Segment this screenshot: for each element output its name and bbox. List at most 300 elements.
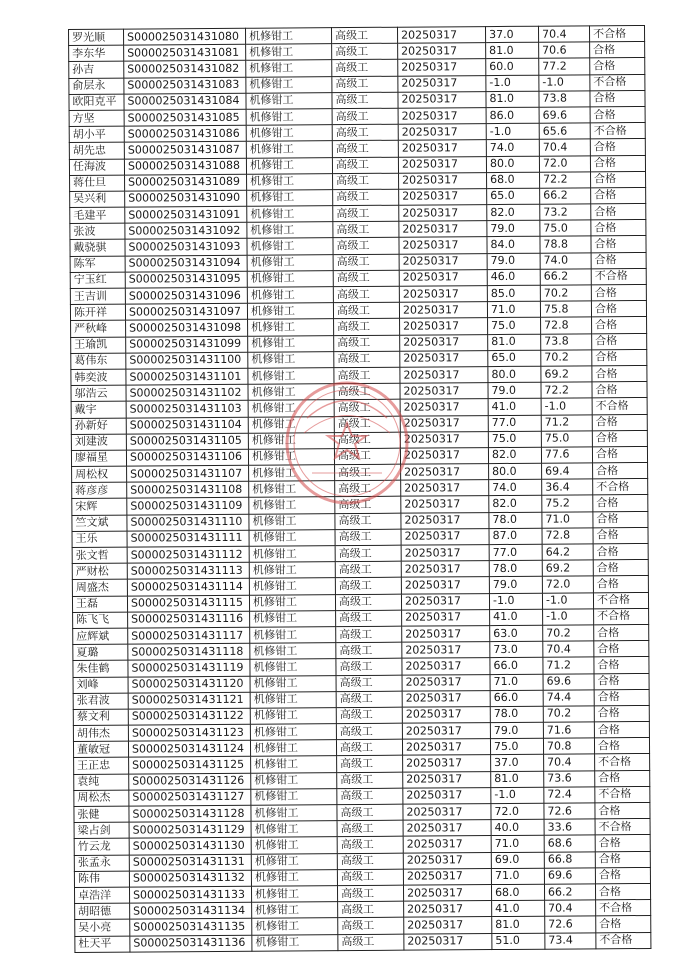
cell-score-practical: 66.2 [540,188,591,205]
cell-score-theory: 60.0 [486,59,539,76]
cell-name: 廖福星 [71,450,126,467]
cell-score-practical: 72.8 [542,528,593,545]
cell-level: 高级工 [336,626,402,643]
cell-level: 高级工 [335,545,401,562]
cell-job-title: 机修钳工 [251,821,337,838]
cell-name: 李东华 [69,45,124,62]
cell-level: 高级工 [337,885,403,902]
cell-exam-id: S000025031431108 [127,481,249,498]
cell-exam-id: S000025031431121 [128,692,250,709]
cell-result: 不合格 [592,398,647,415]
cell-result: 合格 [594,624,649,641]
cell-score-theory: -1.0 [486,75,539,92]
cell-level: 高级工 [334,400,400,417]
cell-exam-date: 20250317 [398,156,486,173]
cell-exam-date: 20250317 [400,350,488,367]
cell-name: 竹云龙 [74,838,129,855]
cell-score-practical: 71.2 [541,414,592,431]
cell-exam-date: 20250317 [402,739,490,756]
cell-score-practical: 70.2 [541,350,592,367]
cell-result: 合格 [594,641,649,658]
cell-exam-date: 20250317 [401,496,489,513]
cell-exam-id: S000025031431096 [125,287,247,304]
cell-level: 高级工 [335,464,401,481]
cell-name: 张健 [74,806,129,823]
cell-score-practical: 66.2 [540,269,591,286]
cell-exam-date: 20250317 [402,642,490,659]
cell-score-theory: 46.0 [487,269,540,286]
cell-job-title: 机修钳工 [248,319,334,336]
cell-result: 合格 [590,42,645,59]
cell-score-theory: 65.0 [488,350,541,367]
cell-level: 高级工 [335,578,401,595]
cell-name: 张文哲 [72,547,127,564]
cell-job-title: 机修钳工 [251,886,337,903]
cell-name: 欧阳克平 [69,94,124,111]
cell-score-theory: 69.0 [491,852,544,869]
cell-level: 高级工 [334,416,400,433]
cell-exam-date: 20250317 [402,690,490,707]
cell-exam-id: S000025031431107 [127,465,249,482]
cell-score-theory: 71.0 [491,868,544,885]
cell-level: 高级工 [334,335,400,352]
cell-name: 罗光顺 [69,29,124,46]
cell-name: 蒋彦彦 [72,482,127,499]
cell-result: 合格 [590,106,645,123]
cell-score-theory: 87.0 [489,528,542,545]
cell-exam-date: 20250317 [399,302,487,319]
cell-result: 不合格 [590,74,645,91]
cell-result: 合格 [595,867,650,884]
cell-job-title: 机修钳工 [246,76,332,93]
cell-job-title: 机修钳工 [247,173,333,190]
cell-job-title: 机修钳工 [250,708,336,725]
cell-level: 高级工 [334,319,400,336]
cell-exam-date: 20250317 [403,836,491,853]
cell-name: 陈飞飞 [73,612,128,629]
cell-job-title: 机修钳工 [248,351,334,368]
cell-job-title: 机修钳工 [249,465,335,482]
cell-exam-id: S000025031431098 [126,320,248,337]
cell-exam-date: 20250317 [403,771,491,788]
cell-score-theory: 71.0 [490,674,543,691]
cell-level: 高级工 [332,76,398,93]
cell-job-title: 机修钳工 [249,546,335,563]
cell-exam-id: S000025031431101 [126,368,248,385]
cell-result: 合格 [591,204,646,221]
cell-result: 合格 [591,284,646,301]
cell-exam-id: S000025031431133 [129,886,251,903]
cell-level: 高级工 [333,254,399,271]
cell-exam-date: 20250317 [398,91,486,108]
cell-exam-date: 20250317 [401,577,489,594]
cell-exam-date: 20250317 [399,205,487,222]
cell-exam-id: S000025031431105 [126,433,248,450]
cell-score-theory: -1.0 [486,123,539,140]
cell-score-practical: -1.0 [543,609,594,626]
cell-score-practical: 73.8 [539,91,590,108]
cell-result: 合格 [595,835,650,852]
cell-score-practical: 73.6 [544,770,595,787]
cell-score-theory: 81.0 [491,771,544,788]
cell-level: 高级工 [333,286,399,303]
cell-level: 高级工 [337,853,403,870]
cell-level: 高级工 [337,820,403,837]
cell-exam-date: 20250317 [399,172,487,189]
cell-level: 高级工 [338,901,404,918]
cell-name: 王吉训 [70,288,125,305]
cell-job-title: 机修钳工 [246,125,332,142]
cell-score-practical: 36.4 [542,479,593,496]
cell-score-theory: 81.0 [486,42,539,59]
cell-exam-id: S000025031431109 [127,498,249,515]
cell-job-title: 机修钳工 [249,513,335,530]
cell-name: 刘峰 [73,677,128,694]
cell-job-title: 机修钳工 [250,691,336,708]
cell-level: 高级工 [333,205,399,222]
cell-result: 不合格 [593,479,648,496]
cell-result: 合格 [596,916,651,933]
cell-job-title: 机修钳工 [251,853,337,870]
cell-score-practical: 69.2 [541,366,592,383]
cell-job-title: 机修钳工 [247,270,333,287]
cell-level: 高级工 [335,497,401,514]
cell-name: 严秋峰 [71,320,126,337]
cell-name: 任海波 [69,159,124,176]
cell-name: 俞层永 [69,78,124,95]
cell-result: 合格 [591,252,646,269]
cell-score-practical: 78.8 [540,236,591,253]
cell-exam-id: S000025031431130 [129,838,251,855]
cell-name: 蔡文利 [73,709,128,726]
cell-result: 合格 [592,382,647,399]
cell-level: 高级工 [337,837,403,854]
official-seal-stamp [282,378,412,508]
cell-result: 合格 [594,689,649,706]
cell-exam-id: S000025031431091 [125,206,247,223]
cell-score-practical: 69.6 [539,107,590,124]
cell-name: 毛建平 [70,207,125,224]
cell-score-practical: 74.4 [543,690,594,707]
cell-level: 高级工 [336,723,402,740]
cell-job-title: 机修钳工 [250,610,336,627]
cell-exam-id: S000025031431084 [124,93,246,110]
cell-exam-date: 20250317 [400,367,488,384]
cell-name: 张孟永 [74,855,129,872]
cell-score-theory: 85.0 [487,285,540,302]
cell-level: 高级工 [337,788,403,805]
cell-score-theory: 79.0 [487,253,540,270]
cell-name: 韩奕波 [71,369,126,386]
cell-level: 高级工 [334,448,400,465]
cell-level: 高级工 [333,238,399,255]
cell-name: 陈开祥 [70,304,125,321]
cell-name: 周盛杰 [72,579,127,596]
cell-job-title: 机修钳工 [246,92,332,109]
cell-score-practical: 74.0 [540,252,591,269]
cell-score-theory: 72.0 [491,803,544,820]
cell-score-practical: 73.2 [540,204,591,221]
cell-job-title: 机修钳工 [248,416,334,433]
cell-exam-date: 20250317 [403,804,491,821]
cell-name: 王正忠 [74,758,129,775]
cell-exam-id: S000025031431089 [125,174,247,191]
cell-name: 葛伟东 [71,353,126,370]
cell-name: 王磊 [72,596,127,613]
cell-exam-date: 20250317 [402,706,490,723]
cell-score-theory: 37.0 [485,26,538,43]
cell-exam-date: 20250317 [402,658,490,675]
cell-result: 不合格 [593,592,648,609]
cell-job-title: 机修钳工 [246,60,332,77]
cell-score-theory: 78.0 [490,706,543,723]
cell-exam-id: S000025031431125 [129,757,251,774]
cell-level: 高级工 [332,141,398,158]
cell-name: 周松杰 [74,790,129,807]
cell-result: 不合格 [596,900,651,917]
cell-score-theory: 82.0 [488,447,541,464]
cell-job-title: 机修钳工 [246,44,332,61]
cell-score-theory: 77.0 [488,415,541,432]
cell-score-practical: 72.6 [545,916,596,933]
cell-exam-id: S000025031431111 [127,530,249,547]
cell-exam-date: 20250317 [402,609,490,626]
cell-name: 周松权 [72,466,127,483]
cell-score-practical: -1.0 [541,398,592,415]
cell-exam-id: S000025031431120 [128,676,250,693]
cell-exam-date: 20250317 [398,140,486,157]
cell-score-practical: 69.2 [542,560,593,577]
cell-score-practical: 73.8 [541,333,592,350]
cell-exam-id: S000025031431100 [126,352,248,369]
cell-job-title: 机修钳工 [251,756,337,773]
cell-exam-date: 20250317 [400,334,488,351]
cell-exam-id: S000025031431081 [124,44,246,61]
cell-job-title: 机修钳工 [249,578,335,595]
cell-score-practical: 77.6 [541,447,592,464]
cell-result: 合格 [593,511,648,528]
cell-level: 高级工 [334,367,400,384]
cell-exam-id: S000025031431102 [126,384,248,401]
cell-score-practical: 72.2 [540,172,591,189]
cell-exam-date: 20250317 [398,108,486,125]
cell-name: 王乐 [72,531,127,548]
cell-exam-date: 20250317 [400,383,488,400]
cell-result: 合格 [592,317,647,334]
cell-result: 合格 [594,657,649,674]
cell-exam-id: S000025031431134 [130,902,252,919]
cell-exam-date: 20250317 [400,318,488,335]
cell-score-practical: 65.6 [539,123,590,140]
cell-exam-date: 20250317 [403,885,491,902]
cell-job-title: 机修钳工 [248,368,334,385]
cell-level: 高级工 [337,772,403,789]
cell-result: 合格 [594,673,649,690]
cell-name: 陈军 [70,256,125,273]
cell-result: 合格 [592,446,647,463]
cell-score-theory: 51.0 [492,933,545,950]
cell-score-practical: 70.4 [544,754,595,771]
cell-job-title: 机修钳工 [251,788,337,805]
cell-name: 胡伟杰 [73,725,128,742]
cell-exam-id: S000025031431117 [128,627,250,644]
cell-level: 高级工 [333,189,399,206]
cell-score-practical: 70.8 [543,738,594,755]
cell-score-theory: 41.0 [490,609,543,626]
cell-exam-id: S000025031431118 [128,643,250,660]
cell-job-title: 机修钳工 [252,934,338,951]
cell-level: 高级工 [332,60,398,77]
cell-job-title: 机修钳工 [248,400,334,417]
cell-job-title: 机修钳工 [250,740,336,757]
cell-score-practical: 66.2 [544,884,595,901]
cell-level: 高级工 [335,529,401,546]
cell-exam-date: 20250317 [401,512,489,529]
cell-exam-id: S000025031431080 [124,28,246,45]
cell-score-practical: 72.8 [541,317,592,334]
cell-name: 应辉斌 [73,628,128,645]
cell-exam-id: S000025031431124 [128,740,250,757]
cell-result: 合格 [594,738,649,755]
cell-score-practical: 71.2 [543,657,594,674]
cell-level: 高级工 [335,561,401,578]
cell-name: 夏璐 [73,644,128,661]
cell-level: 高级工 [336,691,402,708]
cell-exam-date: 20250317 [398,59,486,76]
cell-job-title: 机修钳工 [249,481,335,498]
cell-job-title: 机修钳工 [248,449,334,466]
cell-exam-date: 20250317 [401,528,489,545]
cell-job-title: 机修钳工 [246,157,332,174]
cell-score-theory: 71.0 [487,301,540,318]
cell-exam-id: S000025031431132 [129,870,251,887]
cell-job-title: 机修钳工 [245,28,331,45]
cell-job-title: 机修钳工 [250,675,336,692]
cell-name: 宋辉 [72,499,127,516]
cell-exam-date: 20250317 [403,787,491,804]
cell-exam-id: S000025031431088 [124,158,246,175]
cell-score-practical: 70.4 [543,641,594,658]
cell-exam-date: 20250317 [400,399,488,416]
table-row [75,932,651,952]
cell-exam-date: 20250317 [399,286,487,303]
cell-result: 合格 [592,414,647,431]
cell-name: 朱佳鹤 [73,660,128,677]
cell-name: 吴兴利 [70,191,125,208]
cell-score-theory: 73.0 [490,641,543,658]
cell-result: 不合格 [595,786,650,803]
cell-level: 高级工 [336,642,402,659]
cell-score-theory: 41.0 [488,399,541,416]
cell-score-theory: -1.0 [491,787,544,804]
cell-score-theory: 74.0 [486,140,539,157]
cell-score-theory: 81.0 [488,334,541,351]
cell-name: 孙新好 [71,418,126,435]
cell-name: 刘建波 [71,434,126,451]
cell-score-practical: 70.2 [540,285,591,302]
cell-score-practical: 64.2 [542,544,593,561]
cell-exam-id: S000025031431129 [129,821,251,838]
cell-exam-date: 20250317 [403,755,491,772]
cell-score-theory: 75.0 [490,738,543,755]
cell-job-title: 机修钳工 [247,206,333,223]
cell-exam-id: S000025031431136 [130,935,252,952]
cell-exam-id: S000025031431086 [124,125,246,142]
cell-exam-id: S000025031431097 [125,303,247,320]
cell-score-theory: 37.0 [491,755,544,772]
cell-result: 不合格 [589,25,644,42]
cell-score-theory: 41.0 [492,900,545,917]
cell-score-practical: 68.6 [544,835,595,852]
cell-exam-date: 20250317 [401,464,489,481]
cell-exam-id: S000025031431095 [125,271,247,288]
cell-level: 高级工 [336,610,402,627]
cell-result: 合格 [591,236,646,253]
cell-job-title: 机修钳工 [251,869,337,886]
cell-job-title: 机修钳工 [247,303,333,320]
cell-result: 合格 [595,883,650,900]
cell-level: 高级工 [334,351,400,368]
cell-exam-id: S000025031431112 [127,546,249,563]
cell-level: 高级工 [332,157,398,174]
cell-name: 胡昭德 [75,903,130,920]
cell-job-title: 机修钳工 [247,287,333,304]
cell-name: 戴宇 [71,401,126,418]
cell-level: 高级工 [336,707,402,724]
cell-exam-date: 20250317 [402,626,490,643]
cell-score-theory: 84.0 [487,237,540,254]
cell-result: 合格 [593,495,648,512]
cell-name: 张波 [70,223,125,240]
cell-name: 胡先忠 [69,142,124,159]
cell-name: 孙吉 [69,61,124,78]
cell-exam-id: S000025031431082 [124,61,246,78]
cell-exam-id: S000025031431087 [124,142,246,159]
cell-exam-date: 20250317 [400,447,488,464]
cell-name: 吴小亮 [75,919,130,936]
cell-result: 合格 [594,722,649,739]
cell-name: 邬浩云 [71,385,126,402]
cell-result: 合格 [590,139,645,156]
cell-score-practical: 72.4 [544,787,595,804]
cell-result: 合格 [591,220,646,237]
cell-score-practical: 69.4 [542,463,593,480]
cell-result: 合格 [591,301,646,318]
cell-level: 高级工 [337,756,403,773]
cell-level: 高级工 [335,594,401,611]
cell-name: 方坚 [69,110,124,127]
cell-level: 高级工 [338,934,404,951]
cell-exam-date: 20250317 [401,593,489,610]
cell-exam-date: 20250317 [398,75,486,92]
cell-level: 高级工 [335,513,401,530]
cell-score-theory: 68.0 [491,884,544,901]
cell-score-practical: 70.4 [539,139,590,156]
cell-level: 高级工 [334,383,400,400]
cell-exam-date: 20250317 [398,124,486,141]
cell-result: 不合格 [596,932,651,949]
cell-name: 戴骁骐 [70,240,125,257]
cell-exam-id: S000025031431103 [126,401,248,418]
cell-score-theory: 75.0 [488,318,541,335]
cell-exam-date: 20250317 [399,269,487,286]
cell-score-theory: 66.0 [490,658,543,675]
cell-score-theory: 80.0 [488,366,541,383]
cell-job-title: 机修钳工 [251,837,337,854]
cell-score-practical: 70.2 [543,625,594,642]
cell-job-title: 机修钳工 [252,902,338,919]
cell-exam-date: 20250317 [402,674,490,691]
